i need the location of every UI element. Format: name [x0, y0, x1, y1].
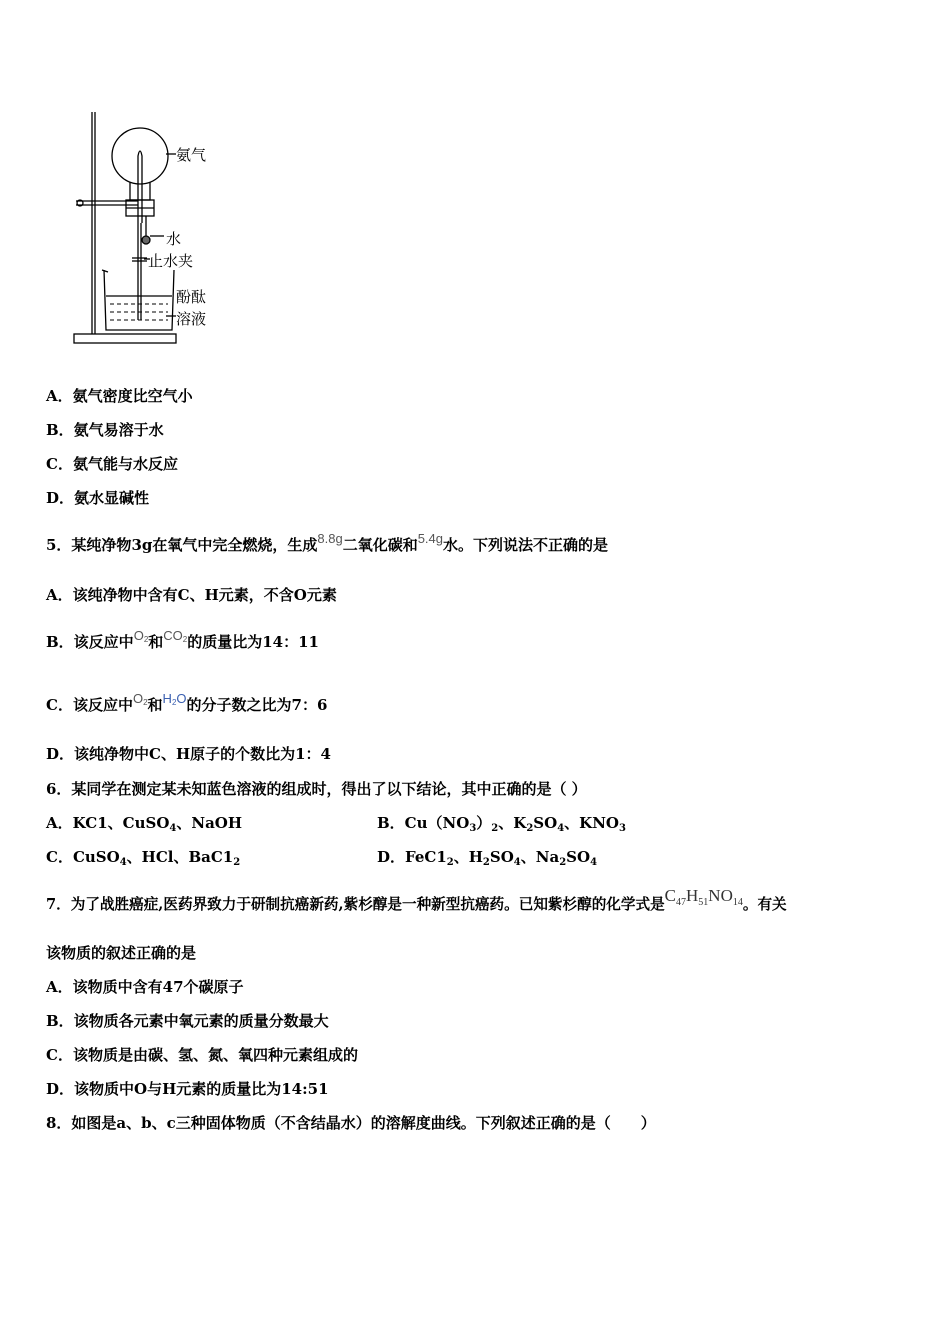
formula-co2: $CO_2$ [163, 628, 188, 644]
q6-stem: 6．某同学在测定某未知蓝色溶液的组成时，得出了以下结论，其中正确的是（ ） [46, 780, 587, 798]
label-phenolphthalein-1: 酚酞 [176, 288, 207, 306]
q6-option-a: A．KC1、CuSO$_4$、NaOH [46, 814, 243, 834]
q7-option-a: A．该物质中含有47个碳原子 [46, 978, 244, 996]
label-ammonia: 氨气 [176, 146, 207, 164]
q7-option-d: D．该物质中O与H元素的质量比为14:51 [46, 1080, 329, 1098]
q4-option-c: C．氨气能与水反应 [46, 455, 178, 473]
q7-stem-cont: 该物质的叙述正确的是 [46, 944, 197, 962]
q5-option-b: B．该反应中$O_2$和$CO_2$的质量比为14：11 [46, 628, 319, 651]
q7-option-b: B．该物质各元素中氧元素的质量分数最大 [46, 1012, 329, 1030]
q5-option-c: C．该反应中$O_2$和$H_2O$的分子数之比为7：6 [46, 691, 328, 714]
fountain-experiment-figure [68, 108, 218, 348]
flask [112, 128, 168, 184]
mass-co2: 8.8g [317, 531, 343, 546]
formula-o2: $O_2$ [133, 628, 149, 644]
stand-base [74, 334, 176, 343]
mass-h2o: 5.4g [417, 531, 444, 546]
formula-paclitaxel: $C_{47}H_{51}NO_{14}$ [664, 886, 743, 908]
q5-stem: 5．某纯净物3g在氧气中完全燃烧，生成8.8g二氧化碳和5.4g水。下列说法不正确的是 [46, 531, 609, 554]
q6-option-c: C．CuSO$_4$、HCl、$BaC1_2$ [46, 848, 241, 868]
label-phenolphthalein-2: 溶液 [176, 310, 207, 328]
beaker [104, 270, 174, 330]
q4-option-d: D．氨水显碱性 [46, 489, 150, 507]
q7-stem: 7．为了战胜癌症,医药界致力于研制抗癌新药,紫杉醇是一种新型抗癌药。已知紫杉醇的化学式是$C_{47}H_{51}NO_{14}$。有关 [46, 886, 787, 913]
q4-option-a: A．氨气密度比空气小 [46, 387, 193, 405]
formula-h2o: $H_2O$ [162, 691, 187, 707]
q7-option-c: C．该物质是由碳、氢、氮、氧四种元素组成的 [46, 1046, 358, 1064]
formula-o2: $O_2$ [132, 691, 148, 707]
q6-option-b: B．$Cu(NO_3)_2$、$K_2SO_4$、$KNO_3$ [377, 814, 626, 834]
label-water: 水 [166, 230, 182, 248]
label-clamp: 止水夹 [148, 252, 194, 270]
q6-option-d: D．$FeC1_2$、$H_2SO_4$、$Na_2SO_4$ [377, 848, 598, 868]
q5-option-d: D．该纯净物中C、H原子的个数比为1：4 [46, 745, 331, 763]
q4-option-b: B．氨气易溶于水 [46, 421, 164, 439]
q5-option-a: A．该纯净物中含有C、H元素，不含O元素 [46, 586, 337, 604]
q8-stem: 8．如图是a、b、c三种固体物质（不含结晶水）的溶解度曲线。下列叙述正确的是（ ） [46, 1114, 656, 1132]
